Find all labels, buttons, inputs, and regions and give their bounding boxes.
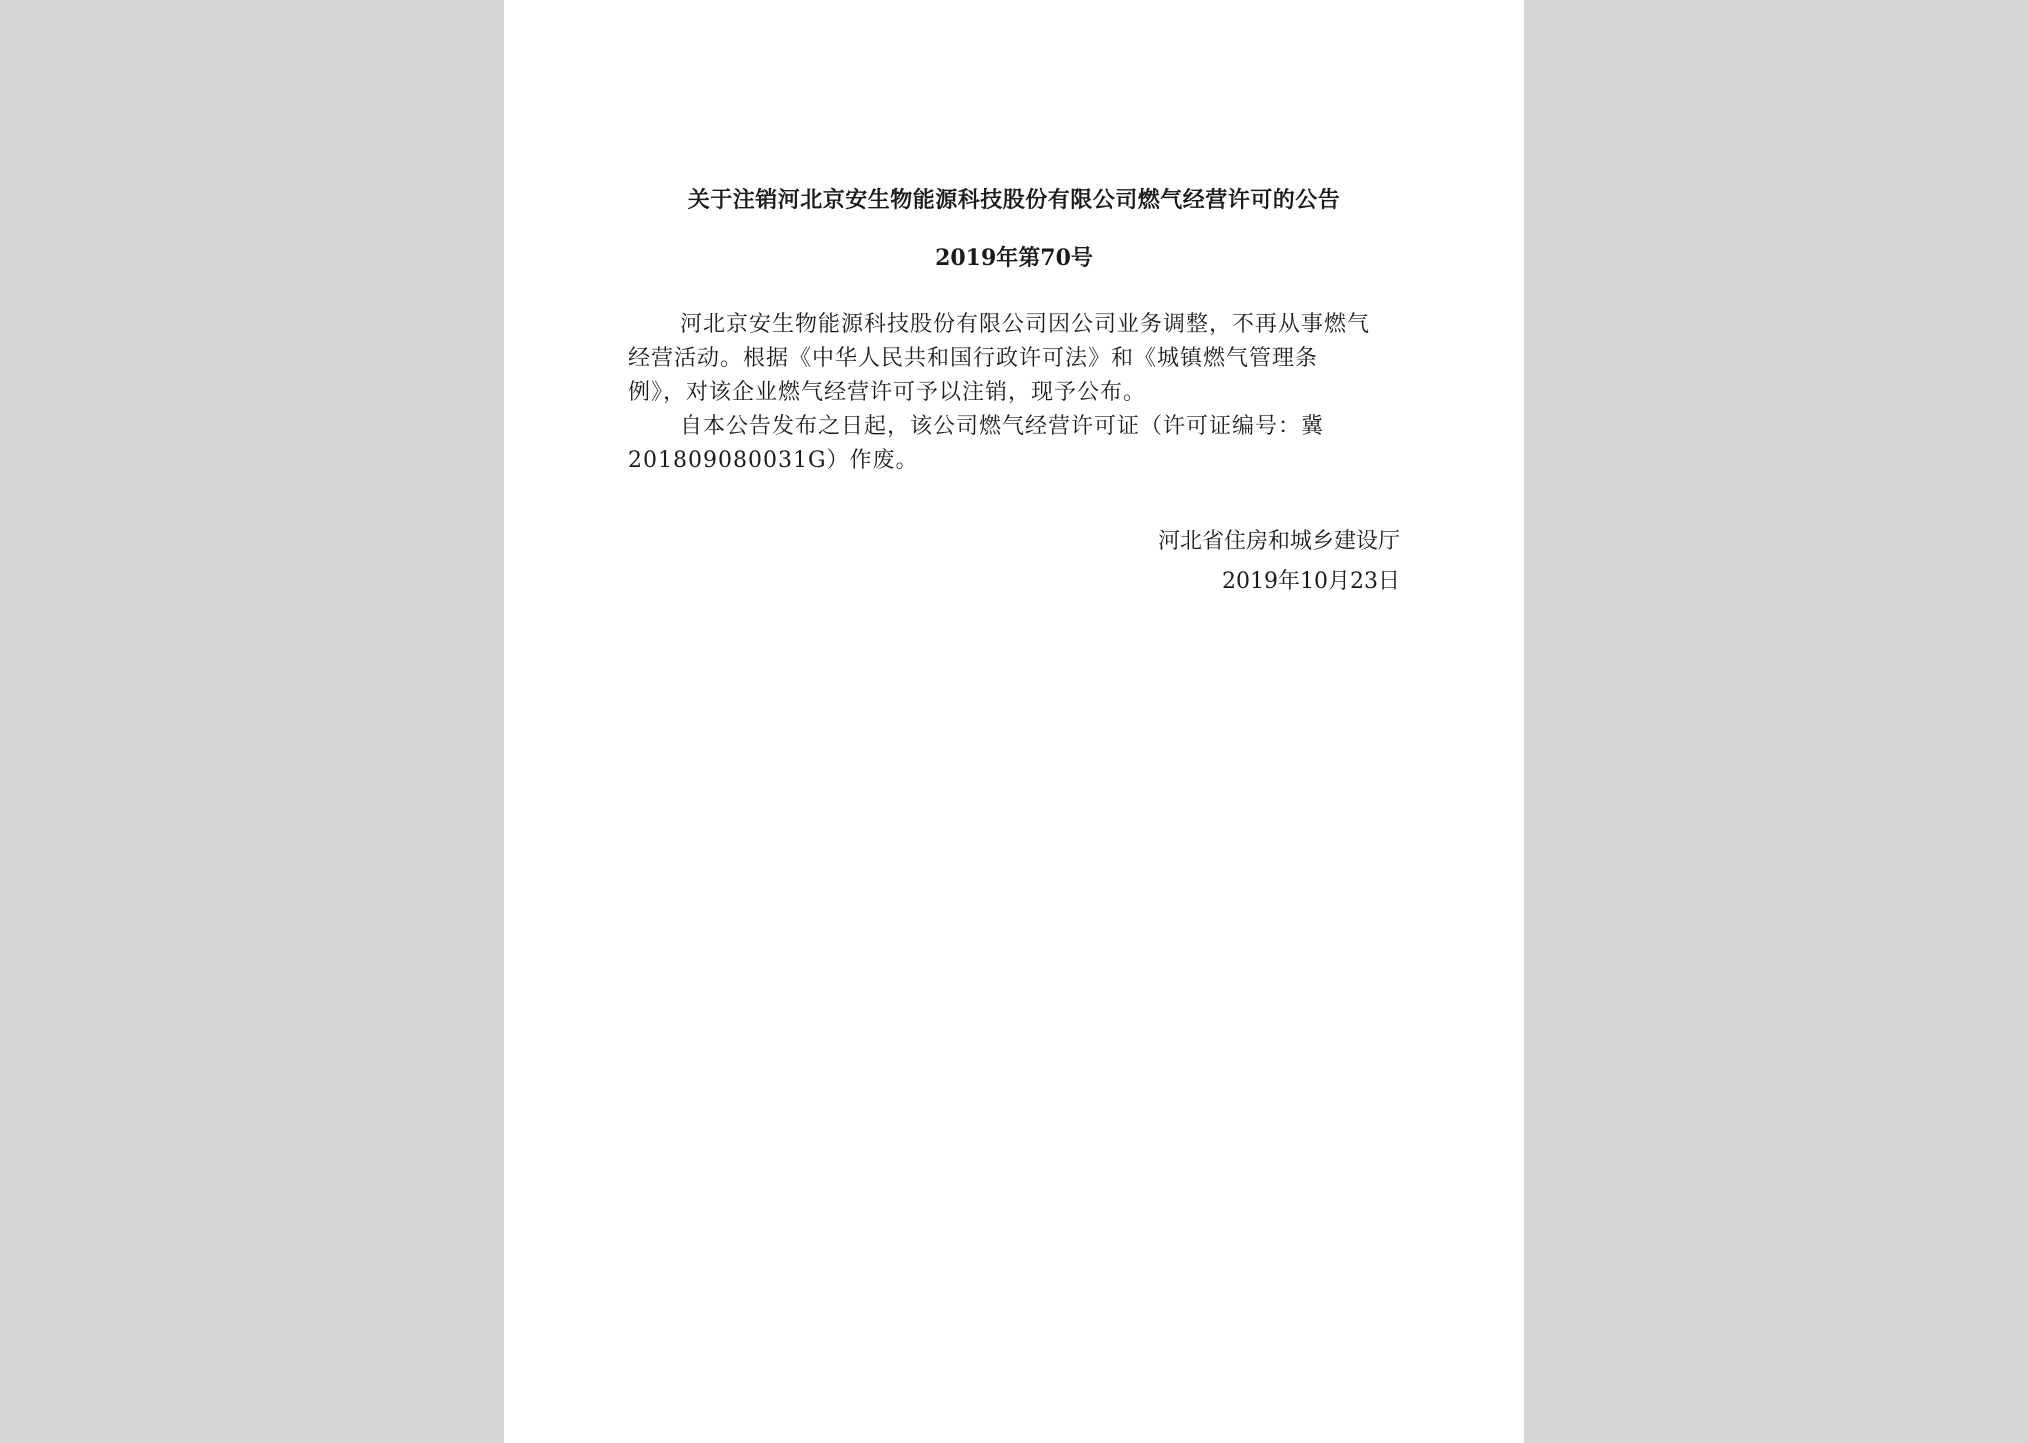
paragraph-2 [628, 410, 1408, 478]
paragraph-2-line-1: 自本公告发布之日起，该公司燃气经营许可证（许可证编号：冀 [680, 414, 1325, 439]
paragraph-1-line-2: 经营活动。根据《中华人民共和国行政许可法》和《城镇燃气管理条 [628, 346, 1319, 371]
document-page [504, 0, 1524, 1443]
paragraph-1-line-1: 河北京安生物能源科技股份有限公司因公司业务调整，不再从事燃气 [680, 312, 1371, 337]
signature-org: 河北省住房和城乡建设厅 [1157, 529, 1400, 554]
signature-date: 2019年10月23日 [1222, 569, 1400, 594]
paragraph-1-line-3: 例》，对该企业燃气经营许可予以注销，现予公布。 [628, 380, 1147, 405]
document-title: 关于注销河北京安生物能源科技股份有限公司燃气经营许可的公告 [687, 187, 1341, 213]
paragraph-2-line-2: 201809080031G）作废。 [628, 448, 919, 473]
document-number: 2019年第70号 [935, 245, 1093, 271]
paragraph-1 [628, 308, 1408, 410]
